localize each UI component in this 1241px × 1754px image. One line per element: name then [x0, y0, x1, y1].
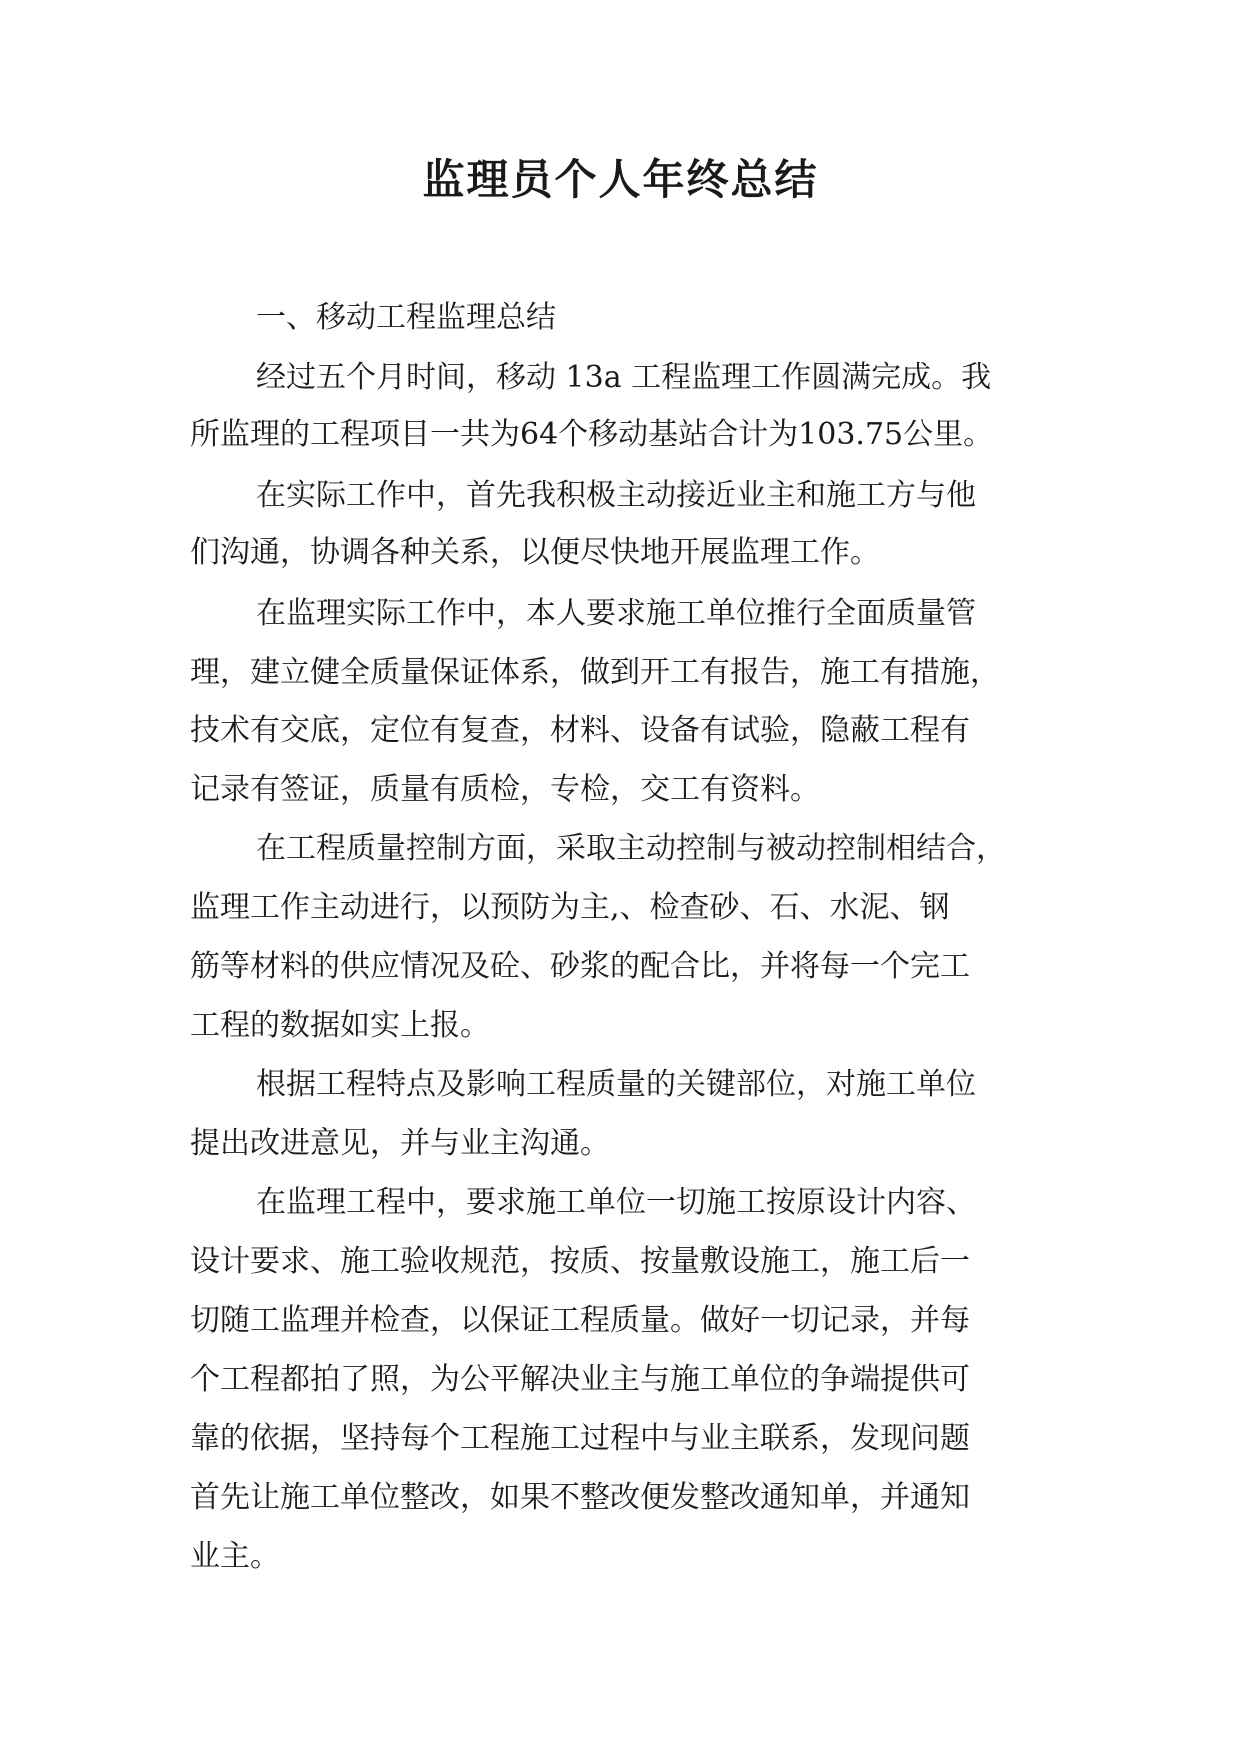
text-line: 记录有签证，质量有质检，专检，交工有资料。 [190, 772, 820, 807]
text-line: 在监理实际工作中，本人要求施工单位推行全面质量管 [256, 596, 976, 631]
text-line: 在实际工作中，首先我积极主动接近业主和施工方与他 [256, 478, 976, 513]
text-line: 根据工程特点及影响工程质量的关键部位，对施工单位 [256, 1067, 976, 1102]
text-line: 在监理工程中，要求施工单位一切施工按原设计内容、 [256, 1185, 976, 1220]
text-line: 经过五个月时间，移动 13a 工程监理工作圆满完成。我 [256, 360, 992, 395]
text-line: 监理工作主动进行，以预防为主,、检查砂、石、水泥、钢 [190, 890, 950, 925]
text-line: 所监理的工程项目一共为64个移动基站合计为103.75公里。 [190, 417, 994, 452]
text-line: 个工程都拍了照，为公平解决业主与施工单位的争端提供可 [190, 1362, 970, 1397]
text-line: 技术有交底，定位有复查，材料、设备有试验，隐蔽工程有 [190, 713, 970, 748]
text-line: 筋等材料的供应情况及砼、砂浆的配合比，并将每一个完工 [190, 949, 970, 984]
text-line: 设计要求、施工验收规范，按质、按量敷设施工，施工后一 [190, 1244, 970, 1279]
text-line: 们沟通，协调各种关系，以便尽快地开展监理工作。 [190, 535, 880, 570]
text-line: 业主。 [190, 1539, 280, 1574]
document-title: 监理员个人年终总结 [422, 155, 819, 204]
text-line: 理，建立健全质量保证体系，做到开工有报告，施工有措施， [190, 655, 1000, 690]
text-line: 靠的依据，坚持每个工程施工过程中与业主联系，发现问题 [190, 1421, 970, 1456]
text-line: 工程的数据如实上报。 [190, 1008, 490, 1043]
text-line: 提出改进意见，并与业主沟通。 [190, 1126, 610, 1161]
section-heading: 一、移动工程监理总结 [256, 300, 556, 335]
text-line: 首先让施工单位整改，如果不整改便发整改通知单，并通知 [190, 1480, 970, 1515]
text-line: 切随工监理并检查，以保证工程质量。做好一切记录，并每 [190, 1303, 970, 1338]
text-line: 在工程质量控制方面，采取主动控制与被动控制相结合， [256, 831, 1006, 866]
